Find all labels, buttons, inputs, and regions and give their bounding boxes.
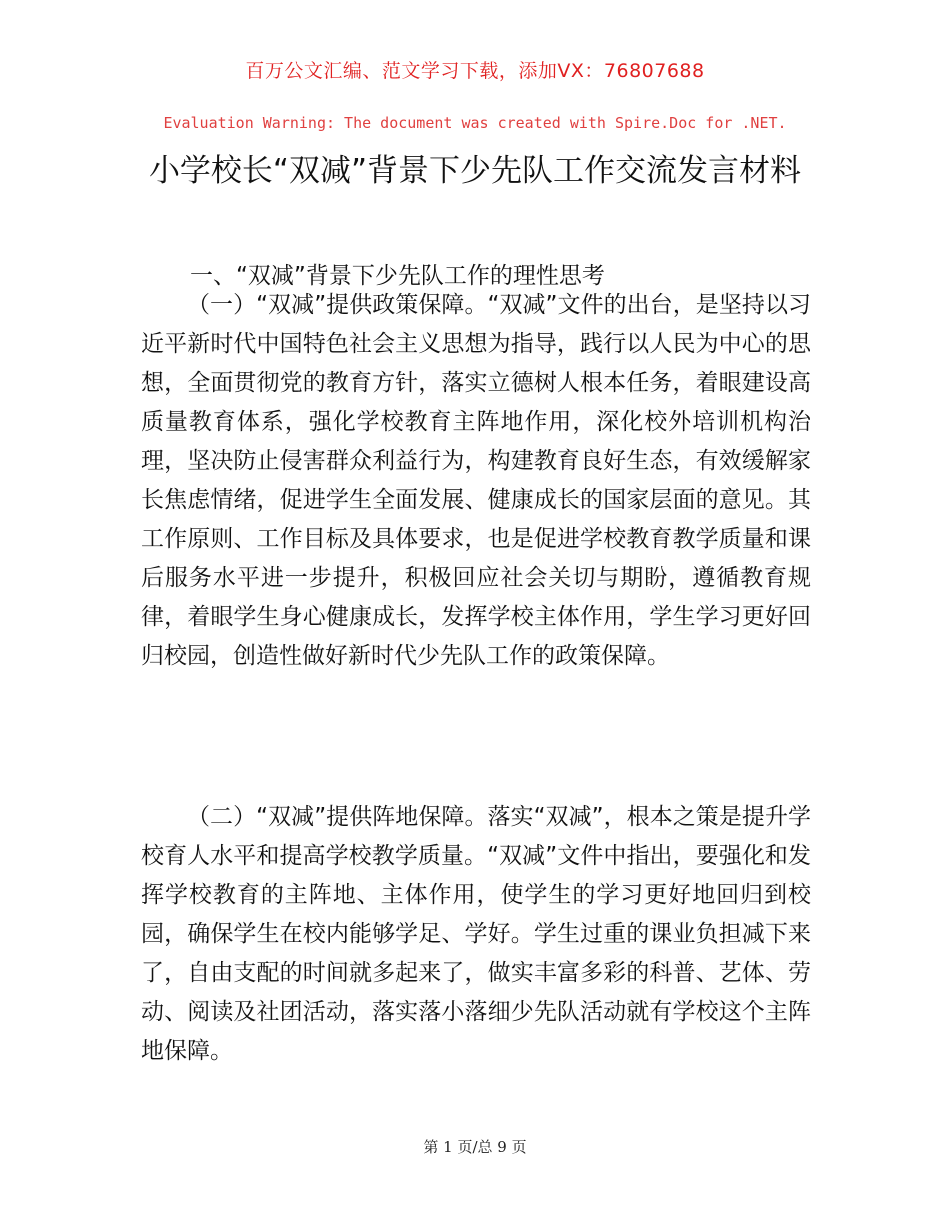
section-heading: 一、“双减”背景下少先队工作的理性思考 <box>190 263 605 289</box>
paragraph-policy-guarantee: （一）“双减”提供政策保障。“双减”文件的出台，是坚持以习近平新时代中国特色社会主义思想为指导，践行以人民为中心的思想，全面贯彻党的教育方针，落实立德树人根本任务，着眼建设高质量教育体系，强化学校教育主阵地作用，深化校外培训机构治理，坚决防止侵害群众利益行为，构建教育良好生态，有效缓解家长焦虑情绪，促进学生全面发展、健康成长的国家层面的意见。其工作原则、工作目标及具体要求，也是促进学校教育教学质量和课后服务水平进一步提升，积极回应社会关切与期盼，遵循教育规律，着眼学生身心健康成长，发挥学校主体作用，学生学习更好回归校园，创造性做好新时代少先队工作的政策保障。 <box>141 292 811 669</box>
page-number-footer: 第 1 页/总 9 页 <box>423 1138 527 1156</box>
paragraph-position-guarantee: （二）“双减”提供阵地保障。落实“双减”，根本之策是提升学校育人水平和提高学校教学质量。“双减”文件中指出，要强化和发挥学校教育的主阵地、主体作用，使学生的学习更好地回归到校园，确保学生在校内能够学足、学好。学生过重的课业负担减下来了，自由支配的时间就多起来了，做实丰富多彩的科普、艺体、劳动、阅读及社团活动，落实落小落细少先队活动就有学校这个主阵地保障。 <box>141 804 811 1064</box>
header-ad-banner: 百万公文汇编、范文学习下载，添加VX：76807688 <box>245 60 705 82</box>
document-title: 小学校长“双减”背景下少先队工作交流发言材料 <box>148 153 802 189</box>
evaluation-warning: Evaluation Warning: The document was created with Spire.Doc for .NET. <box>163 114 787 132</box>
